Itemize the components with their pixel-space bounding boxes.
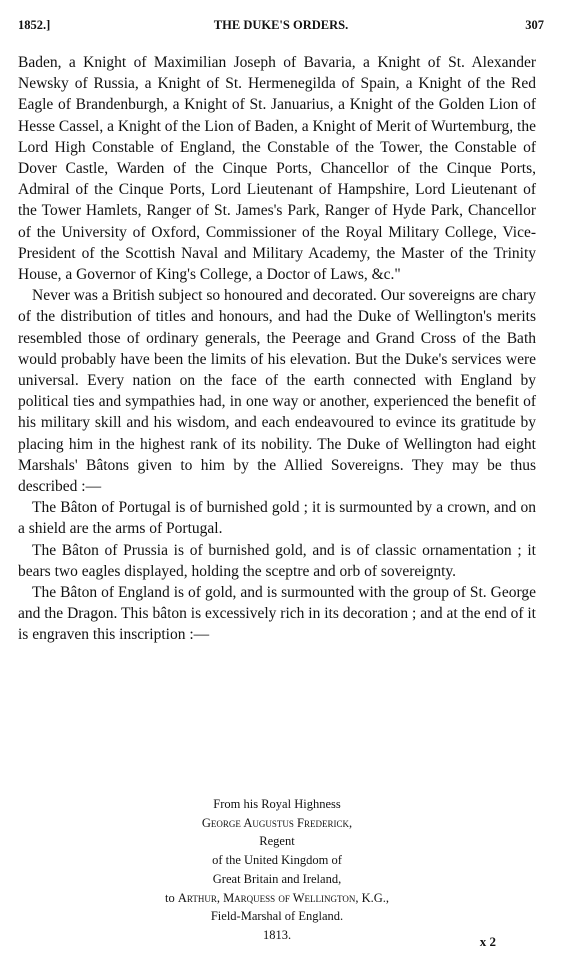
inscription-line	[18, 889, 536, 908]
paragraph-baton-england: The Bâton of England is of gold, and is surmounted with the group of St. George and the Dragon. This bâton is excessively rich in its decoration ; and at the end of it is engraven this inscription :—	[18, 584, 536, 644]
inscription-line: Regent	[259, 834, 295, 849]
paragraph-honours: Never was a British subject so honoured and decorated. Our sovereigns are chary of the distribution of titles and honours, and had the Duke of Wellington's merits resembled those of ordinary generals, the Peerage and Grand Cross of the Bath would probably have been the limits of his elevation. But the Duke's services were universal. Every nation on the face of the earth connected with England by political ties and sympathies had, in one way or another, experienced the benefit of his military skill and his wisdom, and each endeavoured to evince its gratitude by placing him in the highest rank of its nobility. The Duke of Wellington had eight Marshals' Bâtons given to him by the Allied Sovereigns. They may be thus described :—	[18, 287, 537, 496]
page-number: 307	[525, 18, 544, 32]
inscription-name: Arthur, Marquess of Wellington,	[177, 890, 359, 905]
page-header	[18, 18, 544, 40]
paragraph-titles: Baden, a Knight of Maximilian Joseph of Bavaria, a Knight of St. Alexander Newsky of Russia, a Knight of St. Hermenegilda of Spain, a Knight of the Red Eagle of Brandenburgh, a Knight of St. Januarius, a Knight of the Golden Lion of Hesse Cassel, a Knight of the Lion of Baden, a Knight of Merit of Wurtemburg, the Lord High Constable of England, the Constable of the Tower, the Constable of Dover Castle, Warden of the Cinque Ports, Chancellor of the Cinque Ports, Admiral of the Cinque Ports, Lord Lieutenant of Hampshire, Lord Lieutenant of the Tower Hamlets, Ranger of St. James's Park, Ranger of Hyde Park, Chancellor of the University of Oxford, Commissioner of the Royal Military College, Vice-President of the Scottish Naval and Military Academy, the Master of the Trinity House, a Governor of King's College, a Doctor of Laws, &c."	[18, 54, 536, 284]
inscription-line: of the United Kingdom of	[212, 853, 342, 868]
inscription-prefix: to	[164, 890, 178, 905]
running-title: THE DUKE'S ORDERS.	[213, 18, 349, 32]
inscription-line: From his Royal Highness	[213, 797, 341, 811]
year-label: 1852.]	[18, 18, 51, 32]
signature-mark: x 2	[479, 934, 496, 949]
inscription-suffix: K.G.,	[358, 890, 390, 905]
inscription-line: Great Britain and Ireland,	[212, 871, 342, 886]
paragraph-baton-prussia: The Bâton of Prussia is of burnished gold, and is of classic ornamentation ; it bears two eagles displayed, holding the sceptre and orb of sovereignty.	[18, 541, 536, 580]
inscription-line: 1813.	[262, 927, 292, 942]
paragraph-baton-portugal: The Bâton of Portugal is of burnished gold ; it is surmounted by a crown, and on a shield are the arms of Portugal.	[18, 499, 536, 538]
inscription-line: George Augustus Frederick,	[201, 815, 353, 830]
body-text	[18, 52, 536, 646]
inscription-line: Field-Marshal of England.	[210, 909, 344, 924]
baton-inscription	[18, 795, 536, 945]
